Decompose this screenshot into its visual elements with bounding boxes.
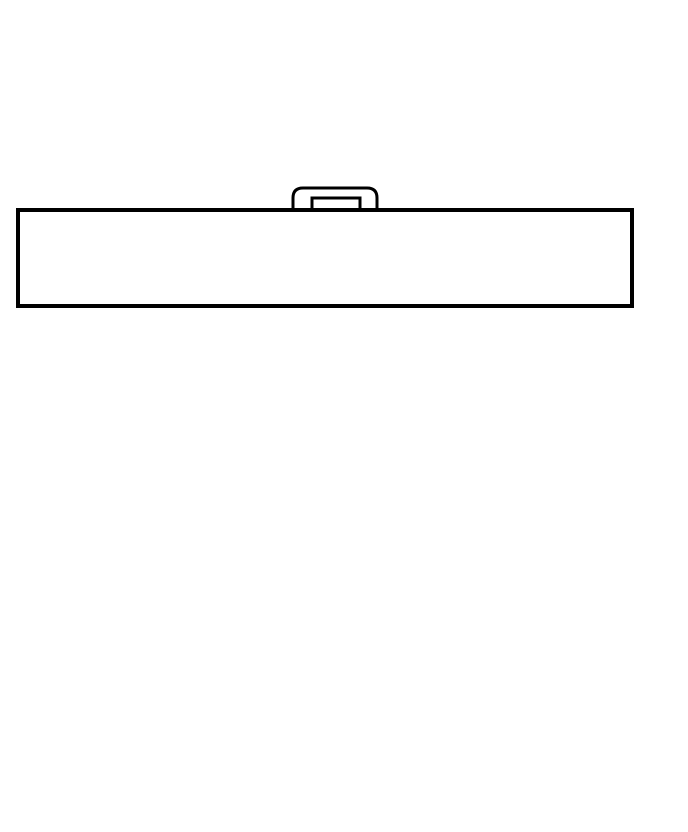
connector-face-diagram (0, 180, 688, 330)
locking-tab (293, 188, 377, 210)
connector-housing (18, 210, 632, 306)
